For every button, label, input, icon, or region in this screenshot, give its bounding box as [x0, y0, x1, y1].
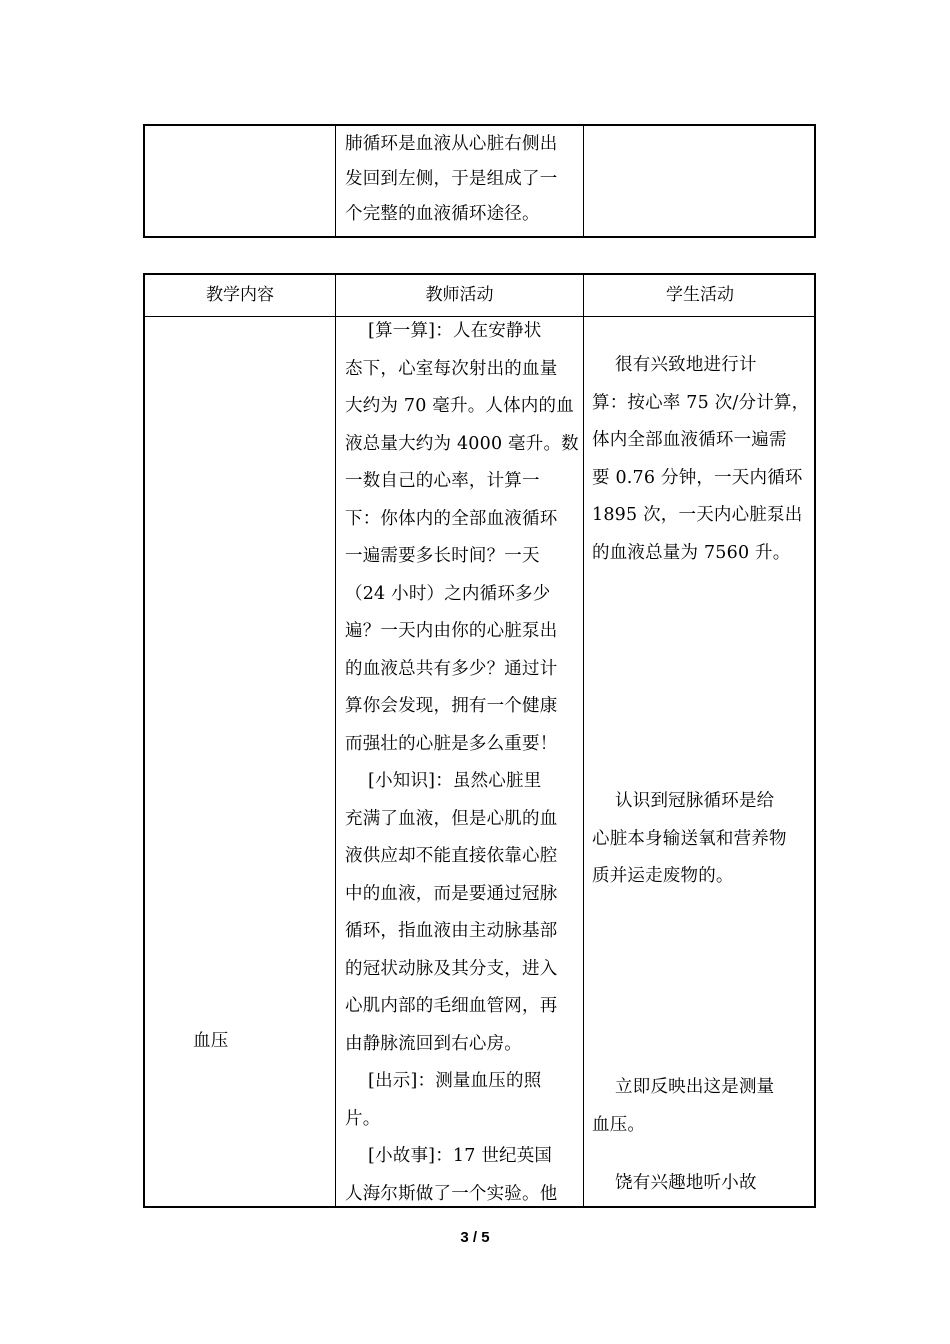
top-table	[143, 124, 816, 238]
student-line: 认识到冠脉循环是给	[592, 791, 775, 811]
teacher-line: 心肌内部的毛细血管网，再	[345, 996, 558, 1016]
teacher-line: [出示]：测量血压的照	[345, 1071, 542, 1091]
student-line: 质并运走废物的。	[592, 866, 734, 886]
top-line-3: 个完整的血液循环途径。	[345, 204, 540, 224]
main-table-divider-1	[335, 275, 336, 1206]
student-line: 立即反映出这是测量	[592, 1077, 775, 1097]
header-teacher: 教师活动	[425, 285, 494, 305]
teacher-line: 片。	[345, 1108, 381, 1129]
teacher-line: 液总量大约为 4000 毫升。数	[345, 433, 579, 454]
header-content: 教学内容	[206, 285, 274, 305]
teacher-line: 的血液总共有多少？通过计	[345, 658, 558, 679]
student-line: 要 0.76 分钟，一天内循环	[592, 467, 803, 488]
teacher-line: （24 小时）之内循环多少	[345, 583, 551, 604]
teacher-line: 人海尔斯做了一个实验。他	[345, 1183, 558, 1204]
student-line: 心脏本身输送氧和营养物	[592, 828, 787, 849]
teacher-line: 一遍需要多长时间？一天	[345, 546, 540, 566]
teacher-activity-cell	[345, 313, 585, 1203]
main-table	[143, 273, 816, 1208]
student-line: 血压。	[592, 1114, 646, 1135]
content-label: 血压	[193, 1031, 229, 1051]
student-line: 1895 次，一天内心脏泵出	[592, 505, 803, 525]
teacher-line: [小知识]：虽然心脏里	[345, 771, 542, 791]
top-table-divider-2	[583, 126, 584, 236]
teacher-line: 一数自己的心率，计算一	[345, 471, 540, 491]
teacher-line: 而强壮的心脏是多么重要！	[345, 733, 558, 754]
teacher-line: [小故事]：17 世纪英国	[345, 1146, 553, 1166]
top-line-2: 发回到左侧，于是组成了一	[345, 169, 558, 189]
teacher-line: 下：你体内的全部血液循环	[345, 508, 558, 529]
teacher-line: 大约为 70 毫升。人体内的血	[345, 396, 574, 416]
teacher-line: 液供应却不能直接依靠心腔	[345, 846, 558, 866]
teacher-line: [算一算]：人在安静状	[345, 321, 542, 341]
teacher-line: 遍？一天内由你的心脏泵出	[345, 621, 558, 641]
teacher-line: 中的血液，而是要通过冠脉	[345, 883, 558, 904]
student-activity-cell	[592, 275, 816, 1205]
header-student: 学生活动	[666, 285, 734, 305]
top-line-1: 肺循环是血液从心脏右侧出	[345, 134, 558, 154]
page-number: 3 / 5	[460, 1229, 490, 1246]
student-line: 饶有兴趣地听小故	[592, 1173, 757, 1193]
teacher-line: 充满了血液，但是心肌的血	[345, 808, 558, 829]
teacher-line: 循环，指血液由主动脉基部	[345, 921, 558, 941]
student-line: 体内全部血液循环一遍需	[592, 430, 787, 450]
teacher-line: 态下，心室每次射出的血量	[345, 358, 558, 379]
teacher-line: 算你会发现，拥有一个健康	[345, 696, 558, 716]
teacher-line: 由静脉流回到右心房。	[345, 1033, 522, 1054]
top-table-divider-1	[335, 126, 336, 236]
student-line: 的血液总量为 7560 升。	[592, 542, 791, 563]
student-line: 算：按心率 75 次/分计算，	[592, 392, 810, 413]
student-line: 很有兴致地进行计	[592, 355, 757, 375]
teacher-line: 的冠状动脉及其分支，进入	[345, 958, 558, 979]
